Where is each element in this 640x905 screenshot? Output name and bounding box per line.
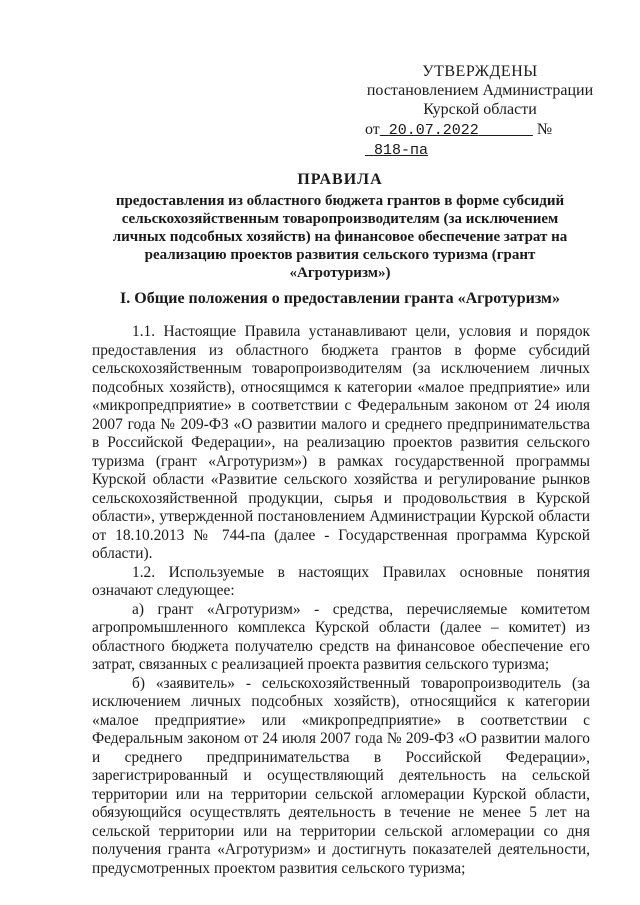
approval-line-2: Курской области	[423, 101, 537, 118]
paragraph-1-1: 1.1. Настоящие Правила устанавливают цели, условия и порядок предоставления из областного бюджета грантов в форме субсидий сельскохозяйственным товаропроизводителям (за исключением личных подсобных хозяйств), относящимся к категории «малое предприятие» или «микропредприятие» в соответствии с Федеральным законом от 24 июля 2007 года № 209-ФЗ «О развитии малого и среднего предпринимательства в Российской Федерации», на реализацию проектов развития сельского туризма (грант «Агротуризм») в рамках государственной программы Курской области «Развитие сельского хозяйства и регулирование рынков сельскохозяйственной продукции, сырья и продовольствия в Курской области», утвержденной постановлением Администрации Курской области от 18.10.2013 № 744-па (далее - Государственная программа Курской области).	[92, 323, 590, 562]
section-heading: I. Общие положения о предоставлении гранта «Агротуризм»	[120, 290, 560, 307]
paragraph-b: б) «заявитель» - сельскохозяйственный товаропроизводитель (за исключением личных подсобных хозяйств), относящийся к категории «малое предприятие» или «микропредприятие» в соответствии с Федеральным законом от 24 июля 2007 года № 209-ФЗ «О развитии малого и среднего предпринимательства в Российской Федерации», зарегистрированный и осуществляющий деятельность на сельской территории или на территории сельской агломерации Курской области, обязующийся осуществлять деятельность в течение не менее 5 лет на сельской территории или на территории сельской агломерации со дня получения гранта «Агротуризм» и достигнуть показателей деятельности, предусмотренных проектом развития сельского туризма;	[92, 674, 590, 877]
approval-heading: УТВЕРЖДЕНЫ	[422, 63, 538, 80]
date-prefix: от	[365, 121, 380, 138]
document-title	[100, 170, 580, 282]
paragraph-1-2: 1.2. Используемые в настоящих Правилах основные понятия означают следующее:	[92, 563, 590, 599]
approval-date: 20.07.2022	[388, 122, 479, 139]
approval-date-number	[360, 120, 600, 160]
paragraph-a: а) грант «Агротуризм» - средства, перечисляемые комитетом агропромышленного комплекса Курской области (далее – комитет) из областного бюджета получателю средств на финансовое обеспечение его затрат, связанных с реализацией проекта развития сельского туризма;	[92, 600, 590, 673]
title-subtitle: предоставления из областного бюджета грантов в форме субсидий сельскохозяйственным товаропроизводителям (за исключением личных подсобных хозяйств) на финансовое обеспечение затрат на реализацию проектов развития сельского туризма (грант «Агротуризм»)	[112, 193, 568, 281]
approval-stamp	[360, 62, 600, 160]
approval-line-1: постановлением Администрации	[366, 82, 594, 99]
approval-number: 818-па	[374, 142, 429, 159]
document-body	[92, 323, 590, 878]
number-prefix: №	[536, 121, 553, 138]
title-main: ПРАВИЛА	[297, 171, 383, 188]
